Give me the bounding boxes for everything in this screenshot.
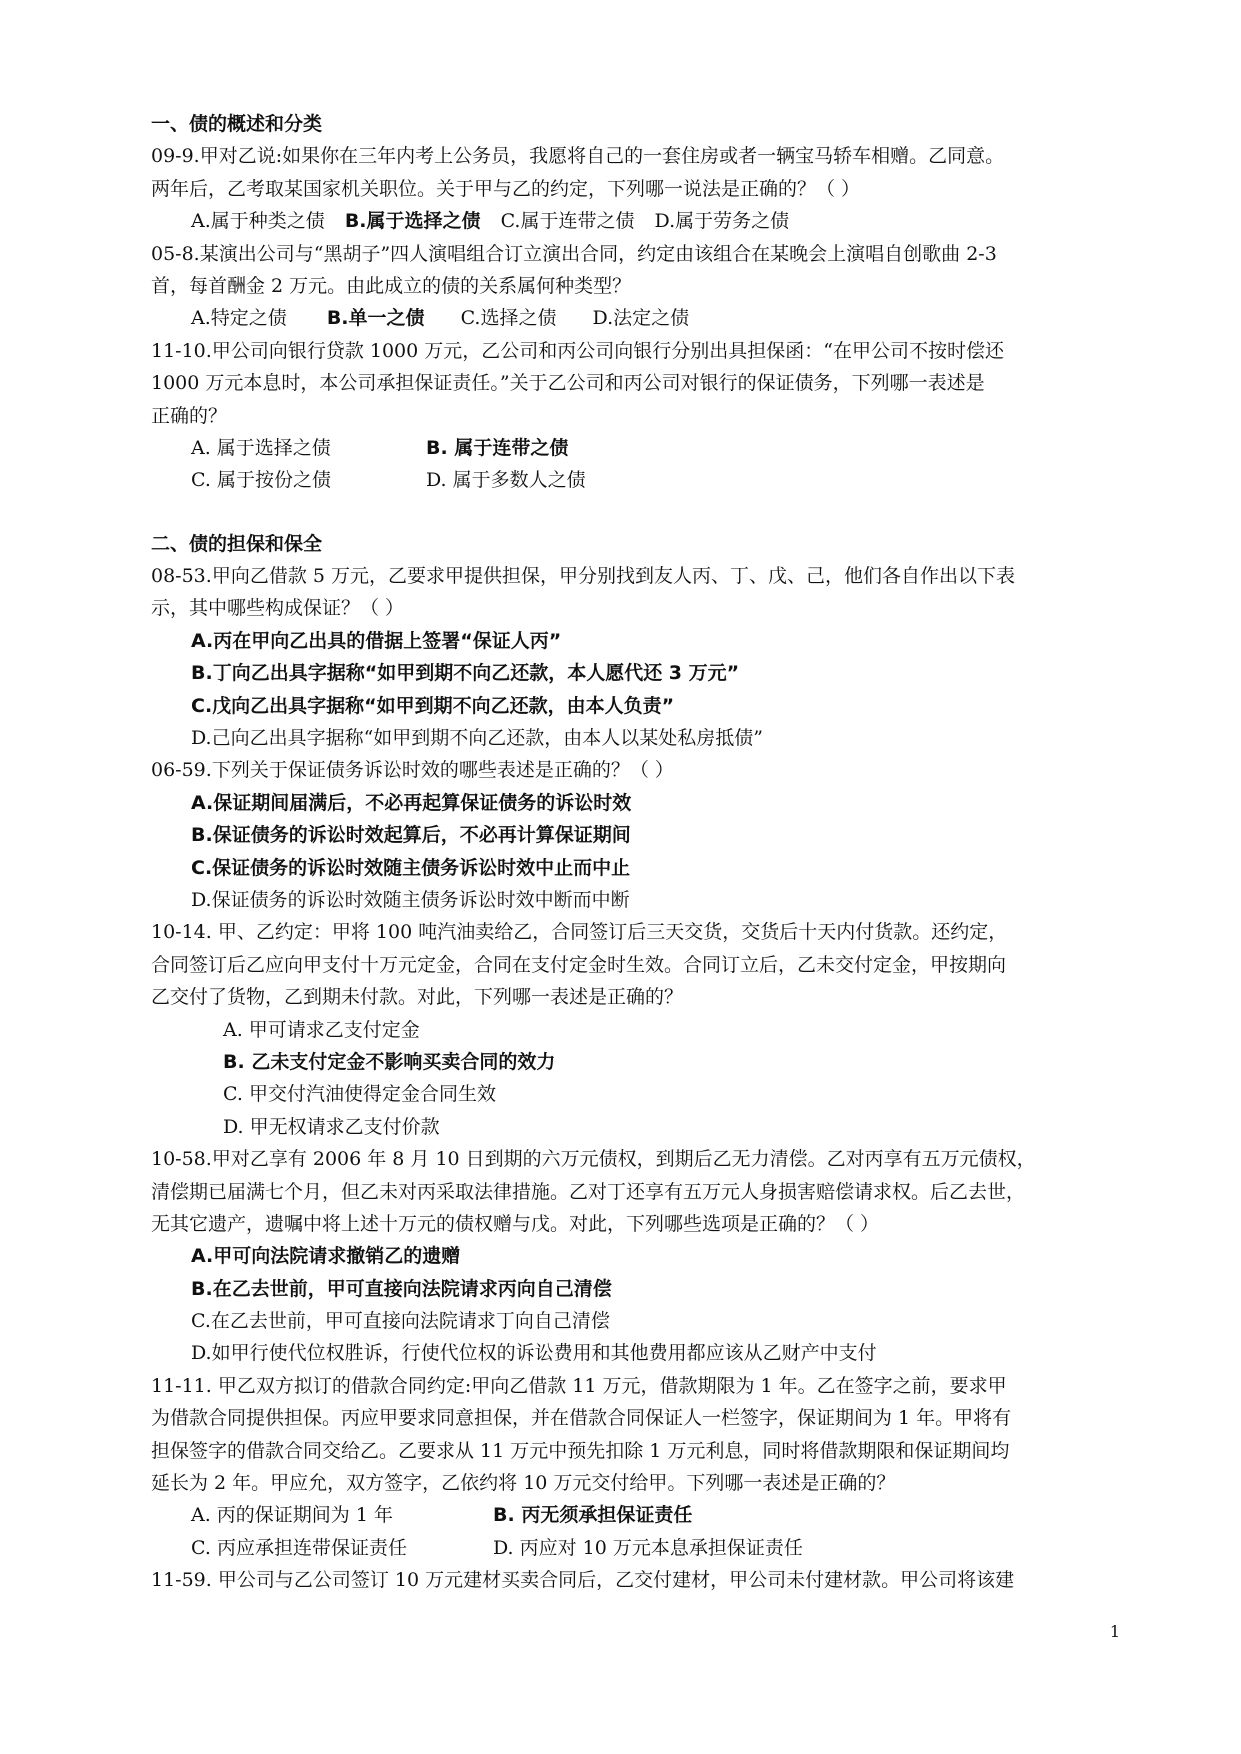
option-c: C. 丙应承担连带保证责任 bbox=[191, 1536, 407, 1559]
question-10-58 bbox=[151, 1143, 1117, 1370]
option-b: B.单一之债 bbox=[326, 307, 425, 330]
option-c: C.在乙去世前，甲可直接向法院请求丁向自己清偿 bbox=[191, 1310, 610, 1333]
option-c: C.戊向乙出具字据称“如甲到期不向乙还款，由本人负责” bbox=[191, 694, 675, 717]
options-row bbox=[151, 1532, 1117, 1564]
question-text: 示，其中哪些构成保证？（ ） bbox=[151, 597, 405, 620]
question-05-8 bbox=[151, 238, 1117, 335]
option-c: C.保证债务的诉讼时效随主债务诉讼时效中止而中止 bbox=[191, 856, 631, 879]
question-text: 清偿期已届满七个月，但乙未对丙采取法律措施。乙对丁还享有五万元人身损害赔偿请求权。后乙去世， bbox=[151, 1180, 1026, 1203]
option-a: A.甲可向法院请求撤销乙的遗赠 bbox=[191, 1245, 461, 1268]
option-d: D.保证债务的诉讼时效随主债务诉讼时效中断而中断 bbox=[191, 888, 630, 911]
question-10-14 bbox=[151, 916, 1117, 1143]
option-c: C.属于连带之债 bbox=[500, 210, 635, 233]
page-number: 1 bbox=[1109, 1622, 1120, 1641]
option-d: D. 丙应对 10 万元本息承担保证责任 bbox=[493, 1536, 803, 1559]
option-a: A.特定之债 bbox=[191, 307, 287, 330]
question-text: 11-59. 甲公司与乙公司签订 10 万元建材买卖合同后，乙交付建材，甲公司未付建材款。甲公司将该建 bbox=[151, 1569, 1015, 1592]
question-text: 08-53.甲向乙借款 5 万元，乙要求甲提供担保，甲分别找到友人丙、丁、戊、己，他们各自作出以下表 bbox=[151, 565, 1015, 588]
options-row bbox=[151, 432, 1117, 464]
section-heading: 二、债的担保和保全 bbox=[151, 532, 323, 555]
question-text: 担保签字的借款合同交给乙。乙要求从 11 万元中预先扣除 1 万元利息，同时将借款期限和保证期间均 bbox=[151, 1439, 1010, 1462]
option-d: D.己向乙出具字据称“如甲到期不向乙还款，由本人以某处私房抵债” bbox=[191, 727, 764, 750]
question-text: 合同签订后乙应向甲支付十万元定金，合同在支付定金时生效。合同订立后，乙未交付定金，甲按期向 bbox=[151, 953, 1007, 976]
option-b: B.属于选择之债 bbox=[344, 210, 481, 233]
option-d: D.如甲行使代位权胜诉，行使代位权的诉讼费用和其他费用都应该从乙财产中支付 bbox=[191, 1342, 877, 1365]
option-b: B.丁向乙出具字据称“如甲到期不向乙还款，本人愿代还 3 万元” bbox=[191, 662, 740, 685]
question-text: 为借款合同提供担保。丙应甲要求同意担保，并在借款合同保证人一栏签字，保证期间为 1 年。甲将有 bbox=[151, 1407, 1012, 1430]
option-d: D.法定之债 bbox=[592, 307, 690, 330]
question-text: 10-14. 甲、乙约定：甲将 100 吨汽油卖给乙，合同签订后三天交货，交货后十天内付货款。还约定， bbox=[151, 921, 1008, 944]
option-a: A. 丙的保证期间为 1 年 bbox=[191, 1504, 393, 1527]
question-11-11 bbox=[151, 1370, 1117, 1564]
option-a: A. 甲可请求乙支付定金 bbox=[223, 1018, 420, 1041]
options-row bbox=[151, 302, 1117, 334]
question-text: 1000 万元本息时，本公司承担保证责任。”关于乙公司和丙公司对银行的保证债务，下列哪一表述是 bbox=[151, 372, 985, 395]
option-c: C. 甲交付汽油使得定金合同生效 bbox=[223, 1083, 496, 1106]
question-text: 乙交付了货物，乙到期未付款。对此，下列哪一表述是正确的？ bbox=[151, 986, 684, 1009]
option-d: D.属于劳务之债 bbox=[654, 210, 790, 233]
question-11-10 bbox=[151, 335, 1117, 497]
section-heading: 一、债的概述和分类 bbox=[151, 113, 323, 135]
options-row bbox=[151, 464, 1117, 496]
option-c: C.选择之债 bbox=[460, 307, 557, 330]
option-b: B. 丙无须承担保证责任 bbox=[493, 1504, 693, 1527]
option-a: A.丙在甲向乙出具的借据上签署“保证人丙” bbox=[191, 629, 562, 652]
option-a: A. 属于选择之债 bbox=[191, 436, 331, 459]
question-11-59 bbox=[151, 1564, 1117, 1596]
option-b: B. 乙未支付定金不影响买卖合同的效力 bbox=[223, 1050, 556, 1073]
question-text: 正确的？ bbox=[151, 404, 228, 427]
option-d: D. 属于多数人之债 bbox=[426, 469, 586, 492]
question-text: 10-58.甲对乙享有 2006 年 8 月 10 日到期的六万元债权，到期后乙无力清偿。乙对丙享有五万元债权， bbox=[151, 1148, 1036, 1171]
question-text: 首，每首酬金 2 万元。由此成立的债的关系属何种类型？ bbox=[151, 274, 632, 297]
question-06-59 bbox=[151, 754, 1117, 916]
options-row bbox=[151, 205, 1117, 237]
question-text: 11-10.甲公司向银行贷款 1000 万元，乙公司和丙公司向银行分别出具担保函：“在甲公司不按时偿还 bbox=[151, 339, 1004, 362]
question-text: 11-11. 甲乙双方拟订的借款合同约定:甲向乙借款 11 万元，借款期限为 1 年。乙在签字之前，要求甲 bbox=[151, 1374, 1007, 1397]
option-b: B.保证债务的诉讼时效起算后，不必再计算保证期间 bbox=[191, 824, 631, 847]
question-text: 06-59.下列关于保证债务诉讼时效的哪些表述是正确的？（ ） bbox=[151, 759, 674, 782]
question-09-9 bbox=[151, 140, 1117, 237]
document-page bbox=[151, 108, 1117, 1597]
question-text: 09-9.甲对乙说:如果你在三年内考上公务员，我愿将自己的一套住房或者一辆宝马轿车相赠。乙同意。 bbox=[151, 145, 1005, 168]
option-a: A.保证期间届满后，不必再起算保证债务的诉讼时效 bbox=[191, 791, 632, 814]
option-d: D. 甲无权请求乙支付价款 bbox=[223, 1115, 440, 1138]
option-a: A.属于种类之债 bbox=[191, 210, 325, 233]
option-b: B.在乙去世前，甲可直接向法院请求丙向自己清偿 bbox=[191, 1277, 612, 1300]
question-text: 两年后，乙考取某国家机关职位。关于甲与乙的约定，下列哪一说法是正确的？（ ） bbox=[151, 177, 861, 200]
option-c: C. 属于按份之债 bbox=[191, 469, 331, 492]
question-text: 无其它遗产，遗嘱中将上述十万元的债权赠与戊。对此，下列哪些选项是正确的？（ ） bbox=[151, 1212, 880, 1235]
options-row bbox=[151, 1499, 1117, 1531]
question-08-53 bbox=[151, 560, 1117, 754]
option-b: B. 属于连带之债 bbox=[426, 436, 569, 459]
question-text: 延长为 2 年。甲应允，双方签字，乙依约将 10 万元交付给甲。下列哪一表述是正确的？ bbox=[151, 1472, 896, 1495]
question-text: 05-8.某演出公司与“黑胡子”四人演唱组合订立演出合同，约定由该组合在某晚会上演唱自创歌曲 2-3 bbox=[151, 242, 997, 265]
section-gap bbox=[151, 497, 1117, 528]
